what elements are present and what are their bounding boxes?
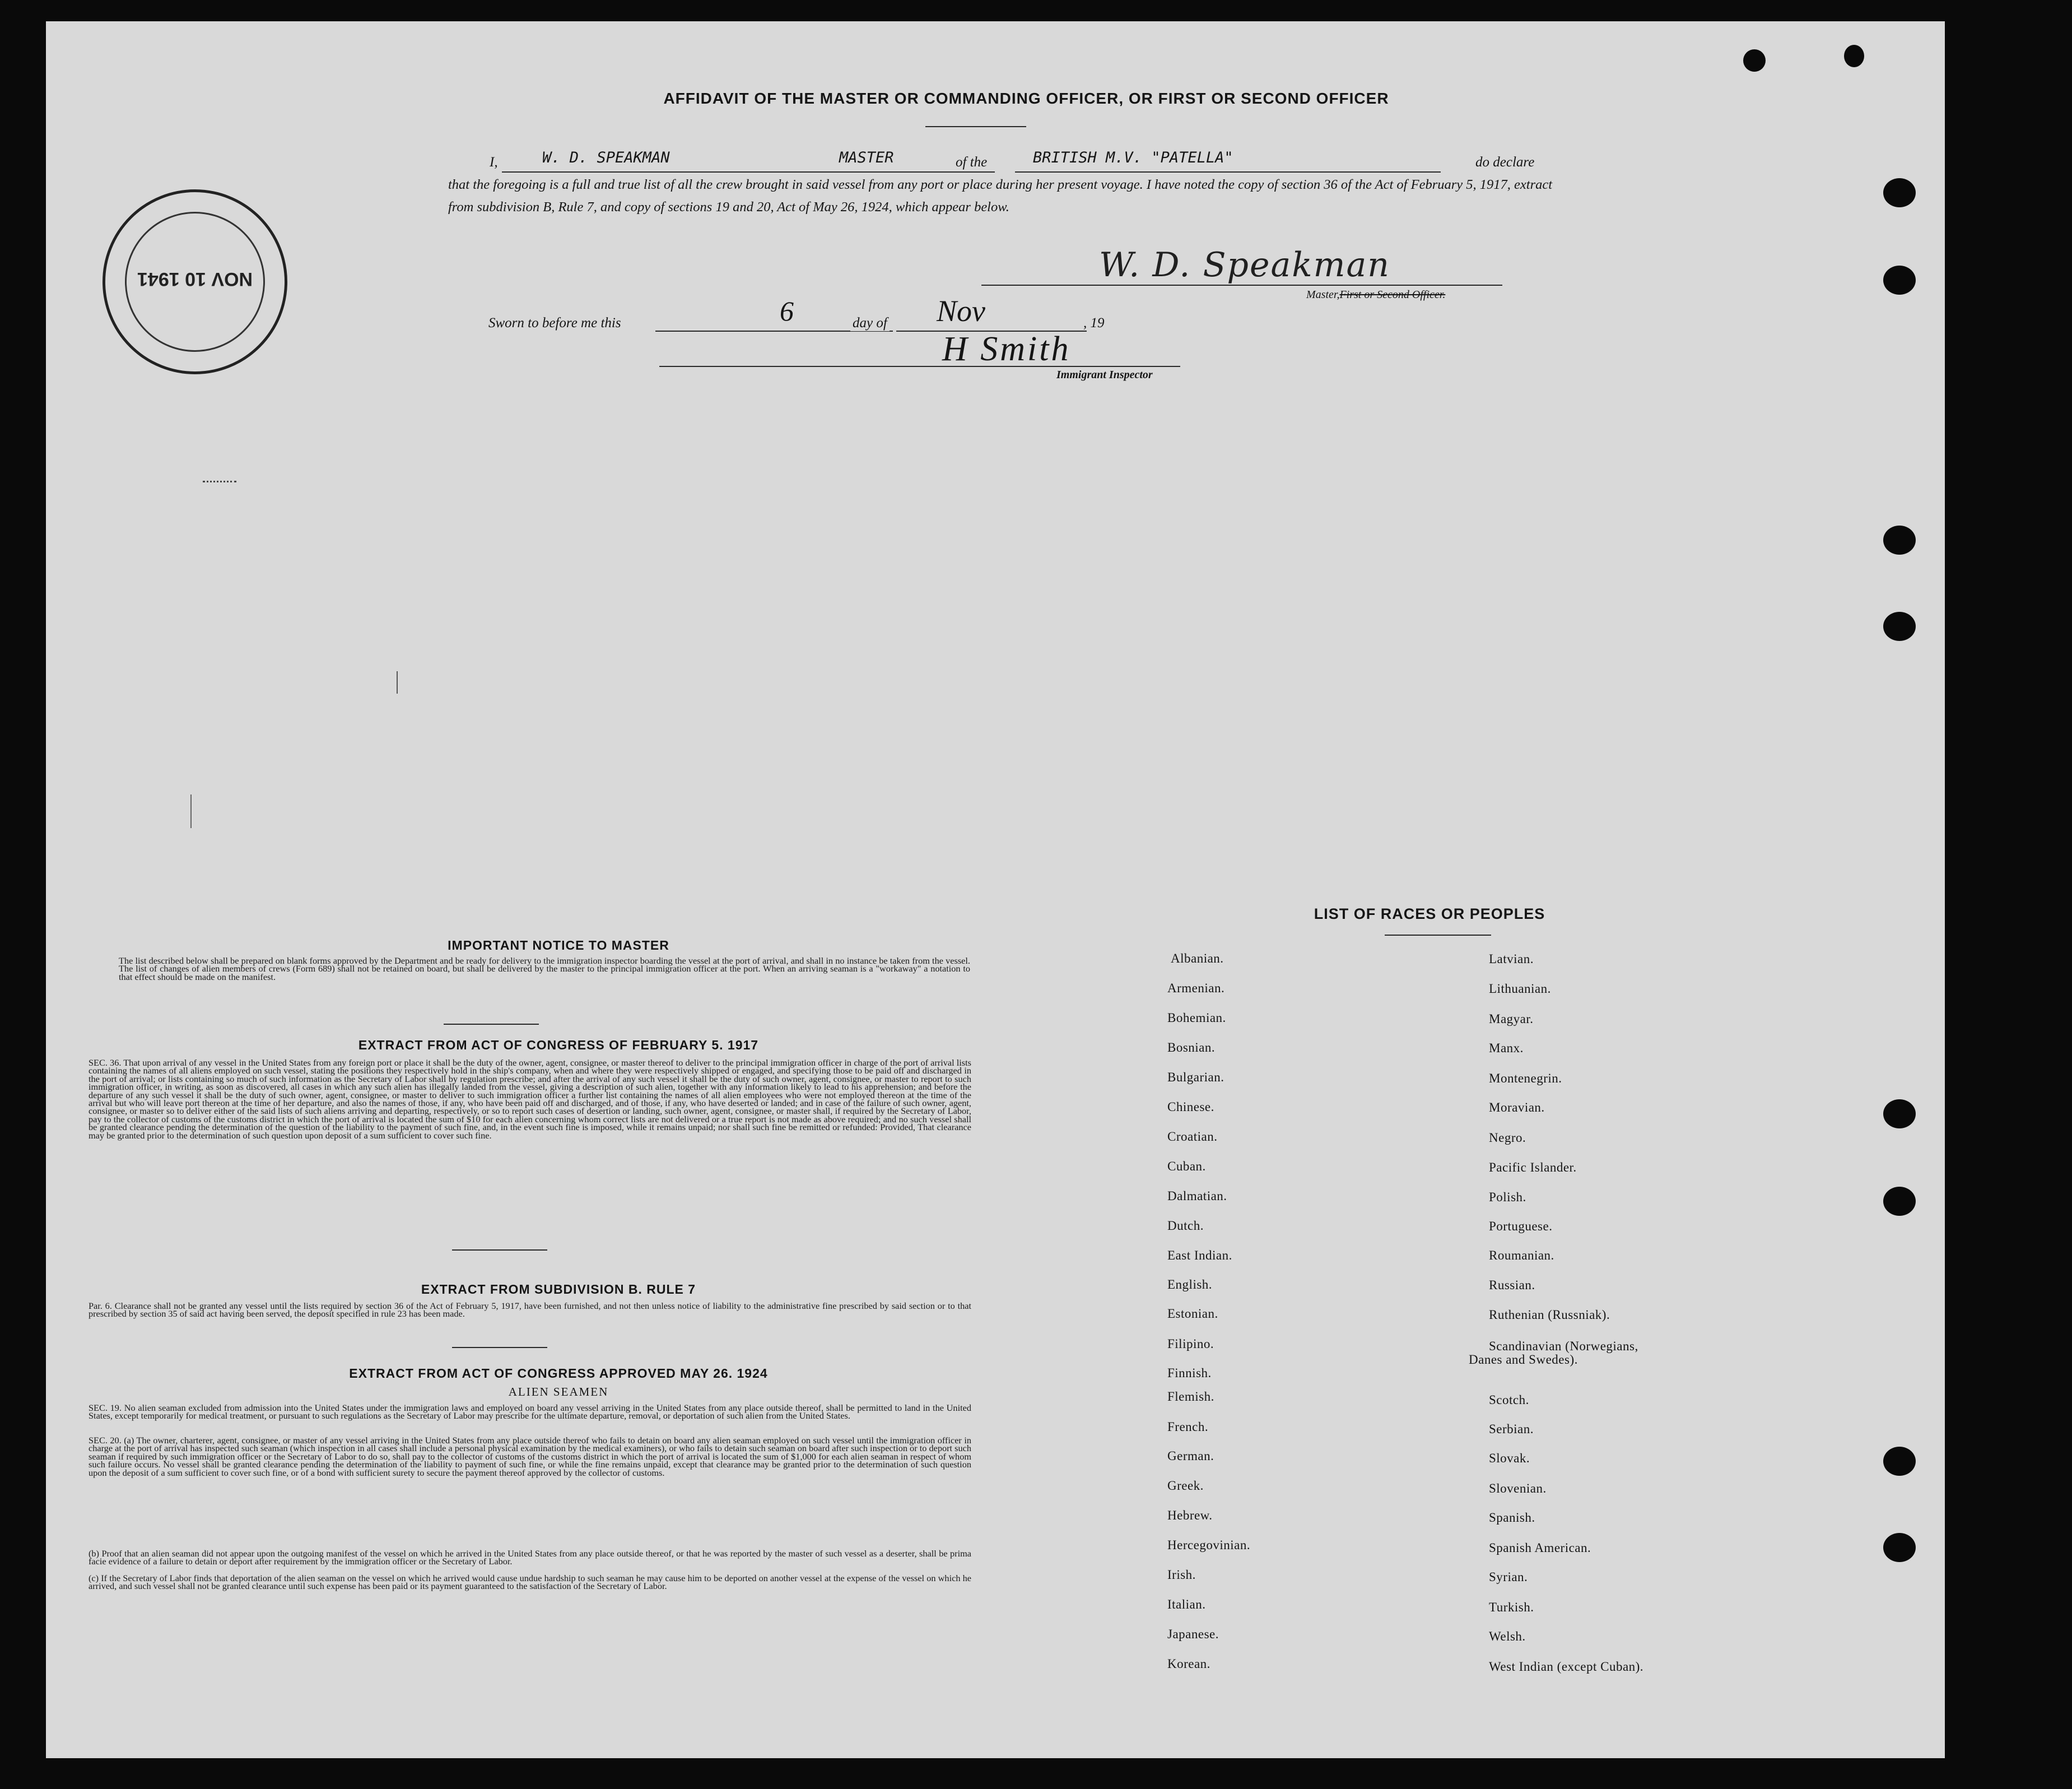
alien-seamen-subtitle: ALIEN SEAMEN (508, 1385, 609, 1398)
race-item: Korean. (1167, 1657, 1210, 1671)
of-the-label: of the (953, 155, 989, 170)
punch-hole (1883, 178, 1916, 207)
extract-1924-sec20a: SEC. 20. (a) The owner, charterer, agent, consignee, or master of any vessel arriving in the United States from any place outside thereof who fails to detain on board any alien seaman employed on such vessel until the immigration officer in charge at the port of arrival has inspected such seaman (which inspection in all cases shall include a personal physical examination by the medical examiners), or who fails to detain such seaman on board after such inspection or to deport such seaman if required by such immigration officer or the Secretary of Labor to do so, shall pay to the collector of customs of the customs district in which the port of arrival is located the sum of $1,000 for each alien seaman in respect of whom such failure occurs. No vessel shall be granted clearance pending the determination of the liability to payment of such fine, or while the fine remains unpaid, except that clearance may be granted prior to the determination of such question upon the deposit of a sum sufficient to cover such fine, or of a bond with sufficient surety to secure the payment thereof approved by the collector of customs. (89, 1435, 971, 1478)
race-item: Lithuanian. (1489, 982, 1551, 996)
race-item: Hercegovinian. (1167, 1538, 1251, 1552)
race-item: Russian. (1489, 1278, 1535, 1292)
rule7-divider (452, 1347, 547, 1348)
inspector-line (659, 366, 1180, 367)
sworn-day: 6 (780, 295, 794, 327)
master-signature: W. D. Speakman (1099, 245, 1390, 285)
declaration-prefix: I, (490, 155, 498, 170)
race-item: Pacific Islander. (1489, 1160, 1577, 1174)
punch-hole (1883, 612, 1916, 641)
race-item: Spanish American. (1489, 1541, 1591, 1555)
ink-mark-2 (397, 671, 398, 694)
race-item: Japanese. (1167, 1627, 1219, 1641)
race-item: West Indian (except Cuban). (1489, 1660, 1644, 1674)
race-item: Dutch. (1167, 1219, 1204, 1233)
punch-hole (1883, 1187, 1916, 1216)
extract-1917-title: EXTRACT FROM ACT OF CONGRESS OF FEBRUARY 5. 1917 (358, 1038, 759, 1052)
declaration-body: that the foregoing is a full and true list of all the crew brought in said vessel from any port or place during her present voyage. I have noted the copy of section 36 of the Act of February 5, 1917, extract from subdivision B, Rule 7, and copy of sections 19 and 20, Act of May 26, 1924, which appear below. (448, 177, 1553, 215)
race-item: Moravian. (1489, 1100, 1545, 1114)
race-item: Cuban. (1167, 1159, 1206, 1173)
race-item: Italian. (1167, 1597, 1206, 1611)
punch-hole (1883, 526, 1916, 555)
stamp-date: NOV 10 1941 (137, 268, 253, 290)
master-label: Master, (1306, 289, 1340, 301)
race-item: Scotch. (1489, 1393, 1529, 1407)
master-title-label (1306, 289, 1445, 301)
race-item: Albanian. (1171, 951, 1224, 965)
race-item: Portuguese. (1489, 1219, 1553, 1233)
sworn-month: Nov (937, 294, 985, 328)
race-item: Ruthenian (Russniak). (1489, 1308, 1610, 1322)
race-item: Slovak. (1489, 1451, 1530, 1465)
race-item: Estonian. (1167, 1307, 1218, 1321)
do-declare-label: do declare (1475, 155, 1535, 170)
rule7-body: Par. 6. Clearance shall not be granted any vessel until the lists required by section 36 of the Act of February 5, 1917, have been furnished, and not then unless notice of liability to the administrative fine prescribed by said section or to that prescribed by section 35 of said act having been served, the deposit specified in rule 23 has been made. (89, 1300, 971, 1319)
race-item: French. (1167, 1420, 1209, 1434)
vessel-name: BRITISH M.V. "PATELLA" (1033, 149, 1233, 166)
race-item: Turkish. (1489, 1600, 1534, 1614)
inspector-label: Immigrant Inspector (1056, 369, 1153, 381)
race-item: English. (1167, 1277, 1213, 1291)
race-item: Serbian. (1489, 1422, 1534, 1436)
race-item: Roumanian. (1489, 1248, 1554, 1262)
day-of-label: day of (850, 315, 890, 331)
extract-1917-body: SEC. 36. That upon arrival of any vessel in the United States from any foreign port or place it shall be the duty of the owner, agent, consignee, or master thereof to deliver to the principal immigration officer in charge of the port of arrival lists containing the names of all aliens employed on such vessel, stating the positions they respectively hold in the ship's company, when and where they were respectively shipped or engaged, and specifying those to be paid off and discharged in the port of arrival; or lists containing so much of such information as the Secretary of Labor shall by regulation prescribe; and after the arrival of any such vessel it shall be the duty of such owner, agent, consignee, or master to report to such immigration officer, in writing, as soon as discovered, all cases in which any such alien has illegally landed from the vessel, giving a description of such alien, together with any information likely to lead to his apprehension; and before the departure of any such vessel it shall be the duty of such owner, agent, consignee, or master to deliver to such immigration officer a further list containing the names of all alien employees who were not employed thereon at the time of the arrival but who will leave port thereon at the time of her departure, and also the names of those, if any, who have been paid off and discharged, and of those, if any, who have deserted or landed; and in case of the failure of such owner, agent, consignee, or master so to deliver either of the said lists of such aliens arriving and departing, respectively, or so to report such cases of desertion or landing, such owner, agent, consignee, or master shall, if required by the Secretary of Labor, pay to the collector of customs of the customs district in which the port of arrival is located the sum of $10 for each alien concerning whom correct lists are not delivered or a true report is not made as above required; and no such vessel shall be granted clearance pending the determination of the question of the liability to the payment of such fine, and, in the event such fine is imposed, while it remains unpaid; nor shall such fine be remitted or refunded: Provided, That clearance may be granted prior to the determination of such question upon deposit of a sum sufficient to cover such fine. (89, 1057, 971, 1141)
race-item: Croatian. (1167, 1130, 1218, 1144)
signature-line (981, 285, 1502, 286)
immigration-date-stamp (103, 189, 287, 374)
punch-hole (1883, 1099, 1916, 1128)
race-item: Danes and Swedes). (1469, 1353, 1578, 1367)
ink-mark-3 (190, 794, 192, 828)
race-item: Slovenian. (1489, 1481, 1547, 1495)
race-item: Hebrew. (1167, 1508, 1213, 1522)
race-item: Irish. (1167, 1568, 1196, 1582)
notice-body: The list described below shall be prepared on blank forms approved by the Department and be ready for delivery to the immigration inspector boarding the vessel at the port of arrival, and shall in no instance be taken from the vessel. The list of changes of alien members of crews (Form 689) shall not be retained on board, but shall be delivered by the master to the principal immigration officer at the port. When an arriving seaman is a "workaway" a notation to that effect should be made on the manifest. (119, 955, 970, 982)
race-item: Spanish. (1489, 1511, 1535, 1525)
extract-1924-sec20c: (c) If the Secretary of Labor finds that deportation of the alien seaman on the vessel on which he arrived would cause undue hardship to such seaman he may cause him to be deported on another vessel at the expense of the vessel on which he arrived, and such vessel shall not be granted clearance until such expense has been paid or its payment guaranteed to the satisfaction of the Secretary of Labor. (89, 1573, 971, 1592)
struck-officer-label: First or Second Officer. (1339, 289, 1446, 301)
sworn-label: Sworn to before me this (488, 315, 621, 331)
master-name: W. D. SPEAKMAN (542, 149, 670, 166)
affidavit-title: AFFIDAVIT OF THE MASTER OR COMMANDING OFFICER, OR FIRST OR SECOND OFFICER (663, 90, 1389, 107)
master-rank: MASTER (839, 149, 894, 166)
notice-divider (444, 1024, 539, 1025)
extract-1924-sec20b: (b) Proof that an alien seaman did not appear upon the outgoing manifest of the vessel on which he arrived in the United States from any place outside thereof, or that he was reported by the master of such vessel as a deserter, shall be prima facie evidence of a failure to detain or deport after requirement by the immigration officer or the Secretary of Labor. (89, 1548, 971, 1567)
race-item: German. (1167, 1449, 1214, 1463)
rule7-title: EXTRACT FROM SUBDIVISION B. RULE 7 (421, 1282, 696, 1297)
race-item: Scandinavian (Norwegians, (1489, 1339, 1638, 1353)
vessel-line (1015, 171, 1441, 173)
race-item: Dalmatian. (1167, 1189, 1227, 1203)
race-item: Flemish. (1167, 1390, 1214, 1404)
race-item: Welsh. (1489, 1629, 1526, 1643)
notice-title: IMPORTANT NOTICE TO MASTER (448, 938, 669, 952)
race-item: Syrian. (1489, 1570, 1528, 1584)
year-prefix: , 19 (1083, 315, 1105, 331)
document-page (46, 21, 1945, 1758)
race-item: Polish. (1489, 1190, 1526, 1204)
ink-mark (203, 481, 236, 494)
race-item: Armenian. (1167, 981, 1225, 995)
race-item: Bohemian. (1167, 1011, 1226, 1025)
races-title: LIST OF RACES OR PEOPLES (1314, 905, 1545, 922)
race-item: Bulgarian. (1167, 1070, 1224, 1084)
name-line (502, 171, 995, 173)
race-item: Magyar. (1489, 1012, 1534, 1026)
race-item: Bosnian. (1167, 1040, 1216, 1054)
race-item: Finnish. (1167, 1366, 1212, 1380)
punch-hole (1844, 45, 1864, 67)
race-item: Filipino. (1167, 1337, 1214, 1351)
race-item: Montenegrin. (1489, 1071, 1562, 1085)
race-item: Chinese. (1167, 1100, 1214, 1114)
race-item: Greek. (1167, 1479, 1204, 1493)
race-item: Latvian. (1489, 952, 1534, 966)
extract-1917-divider (452, 1249, 547, 1251)
race-item: East Indian. (1167, 1248, 1232, 1262)
punch-hole (1743, 49, 1766, 72)
punch-hole (1883, 1533, 1916, 1562)
punch-hole (1883, 1447, 1916, 1476)
race-item: Manx. (1489, 1041, 1524, 1055)
punch-hole (1883, 266, 1916, 295)
races-divider (1385, 935, 1491, 936)
inspector-signature: H Smith (942, 330, 1071, 368)
extract-1924-title: EXTRACT FROM ACT OF CONGRESS APPROVED MAY 26. 1924 (349, 1366, 768, 1381)
race-item: Negro. (1489, 1131, 1526, 1145)
extract-1924-sec19: SEC. 19. No alien seaman excluded from admission into the United States under the immigration laws and employed on board any vessel arriving in the United States from any place outside thereof, shall be permitted to land in the United States, except temporarily for medical treatment, or pursuant to such regulations as the Secretary of Labor may prescribe for the ultimate departure, removal, or deportation of such alien from the United States. (89, 1402, 971, 1421)
title-divider (925, 126, 1026, 127)
